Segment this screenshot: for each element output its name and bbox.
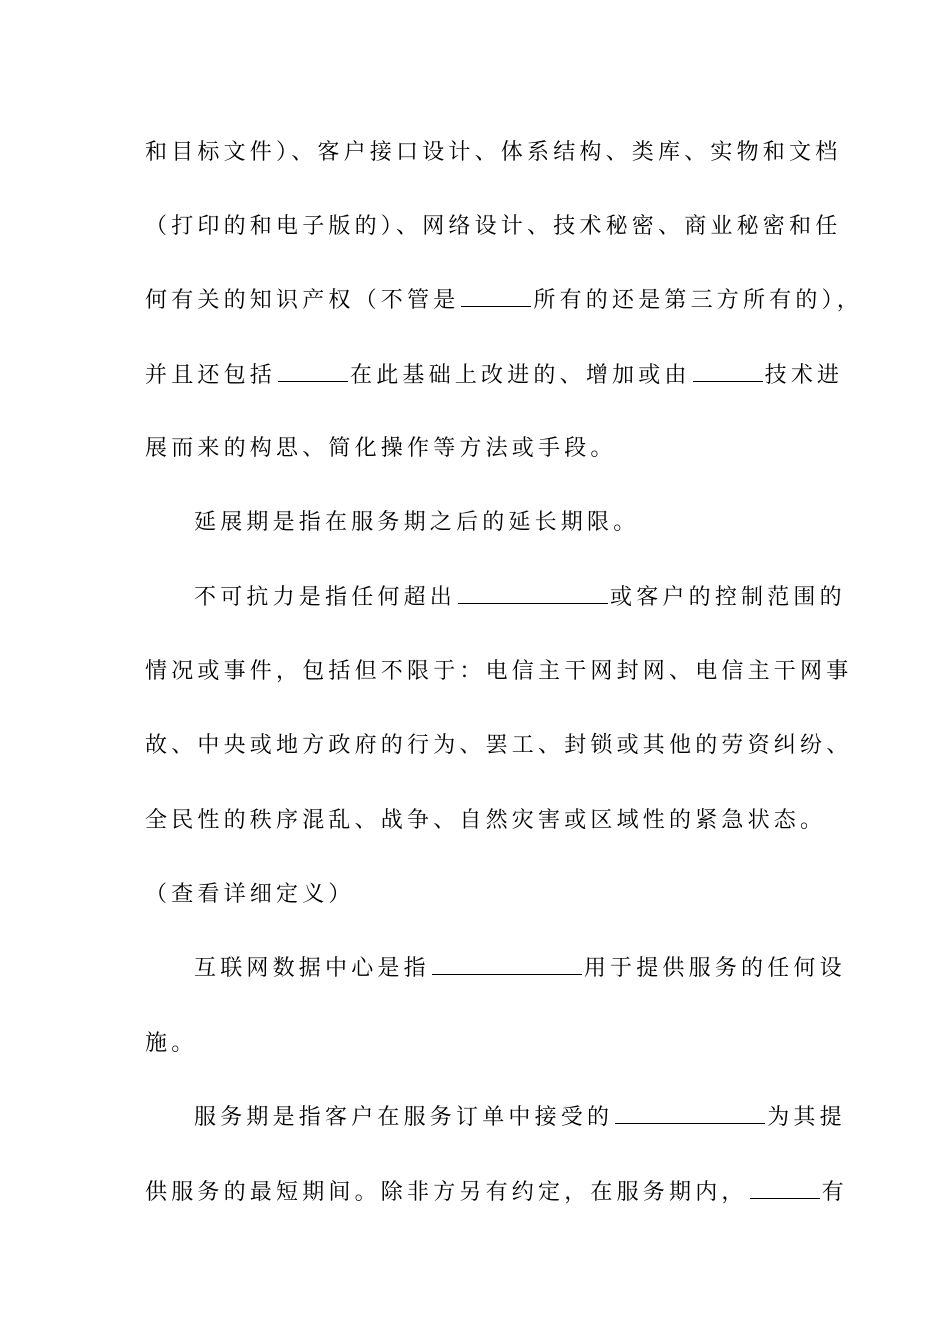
text-line: （查看详细定义）: [145, 882, 355, 907]
text-line: [145, 1178, 848, 1208]
text-line: 和目标文件）、客户接口设计、体系结构、类库、实物和文档: [145, 140, 842, 165]
text-segment: 所有的还是第三方所有的），: [533, 288, 864, 313]
text-line: 展而来的构思、简化操作等方法或手段。: [145, 436, 617, 461]
fill-in-blank: [458, 583, 608, 604]
text-segment: 或客户的控制范围的: [610, 585, 846, 610]
text-line: 故、中央或地方政府的行为、罢工、封锁或其他的劳资纠纷、: [145, 733, 853, 758]
text-line: [194, 954, 846, 984]
text-segment: 并且还包括: [145, 363, 277, 388]
fill-in-blank: [615, 1103, 765, 1124]
fill-in-blank: [693, 361, 763, 382]
text-line: 情况或事件，包括但不限于：电信主干网封网、电信主干网事: [145, 659, 853, 684]
fill-in-blank: [278, 361, 348, 382]
text-segment: 供服务的最短期间。除非方另有约定，在服务期内，: [145, 1180, 748, 1205]
text-segment: 用于提供服务的任何设: [583, 956, 846, 981]
fill-in-blank: [461, 286, 531, 307]
fill-in-blank: [432, 954, 582, 975]
text-line: [194, 583, 846, 613]
text-line: 全民性的秩序混乱、战争、自然灾害或区域性的紧急状态。: [145, 808, 827, 833]
text-segment: 为其提: [767, 1105, 846, 1130]
text-line: [145, 286, 863, 316]
text-segment: 何有关的知识产权（不管是: [145, 288, 460, 313]
text-line: [194, 1103, 846, 1133]
text-line: 施。: [145, 1031, 198, 1056]
fill-in-blank: [750, 1178, 820, 1199]
text-segment: 技术进: [764, 363, 844, 388]
text-segment: 不可抗力是指任何超出: [194, 585, 457, 610]
text-segment: 在此基础上改进的、增加或由: [350, 363, 691, 388]
text-segment: 服务期是指客户在服务订单中接受的: [194, 1105, 614, 1130]
text-line: （打印的和电子版的）、网络设计、技术秘密、商业秘密和任: [145, 214, 842, 239]
text-line: 延展期是指在服务期之后的延长期限。: [194, 510, 640, 535]
text-segment: 有: [821, 1180, 848, 1205]
text-segment: 互联网数据中心是指: [194, 956, 430, 981]
text-line: [145, 361, 843, 391]
